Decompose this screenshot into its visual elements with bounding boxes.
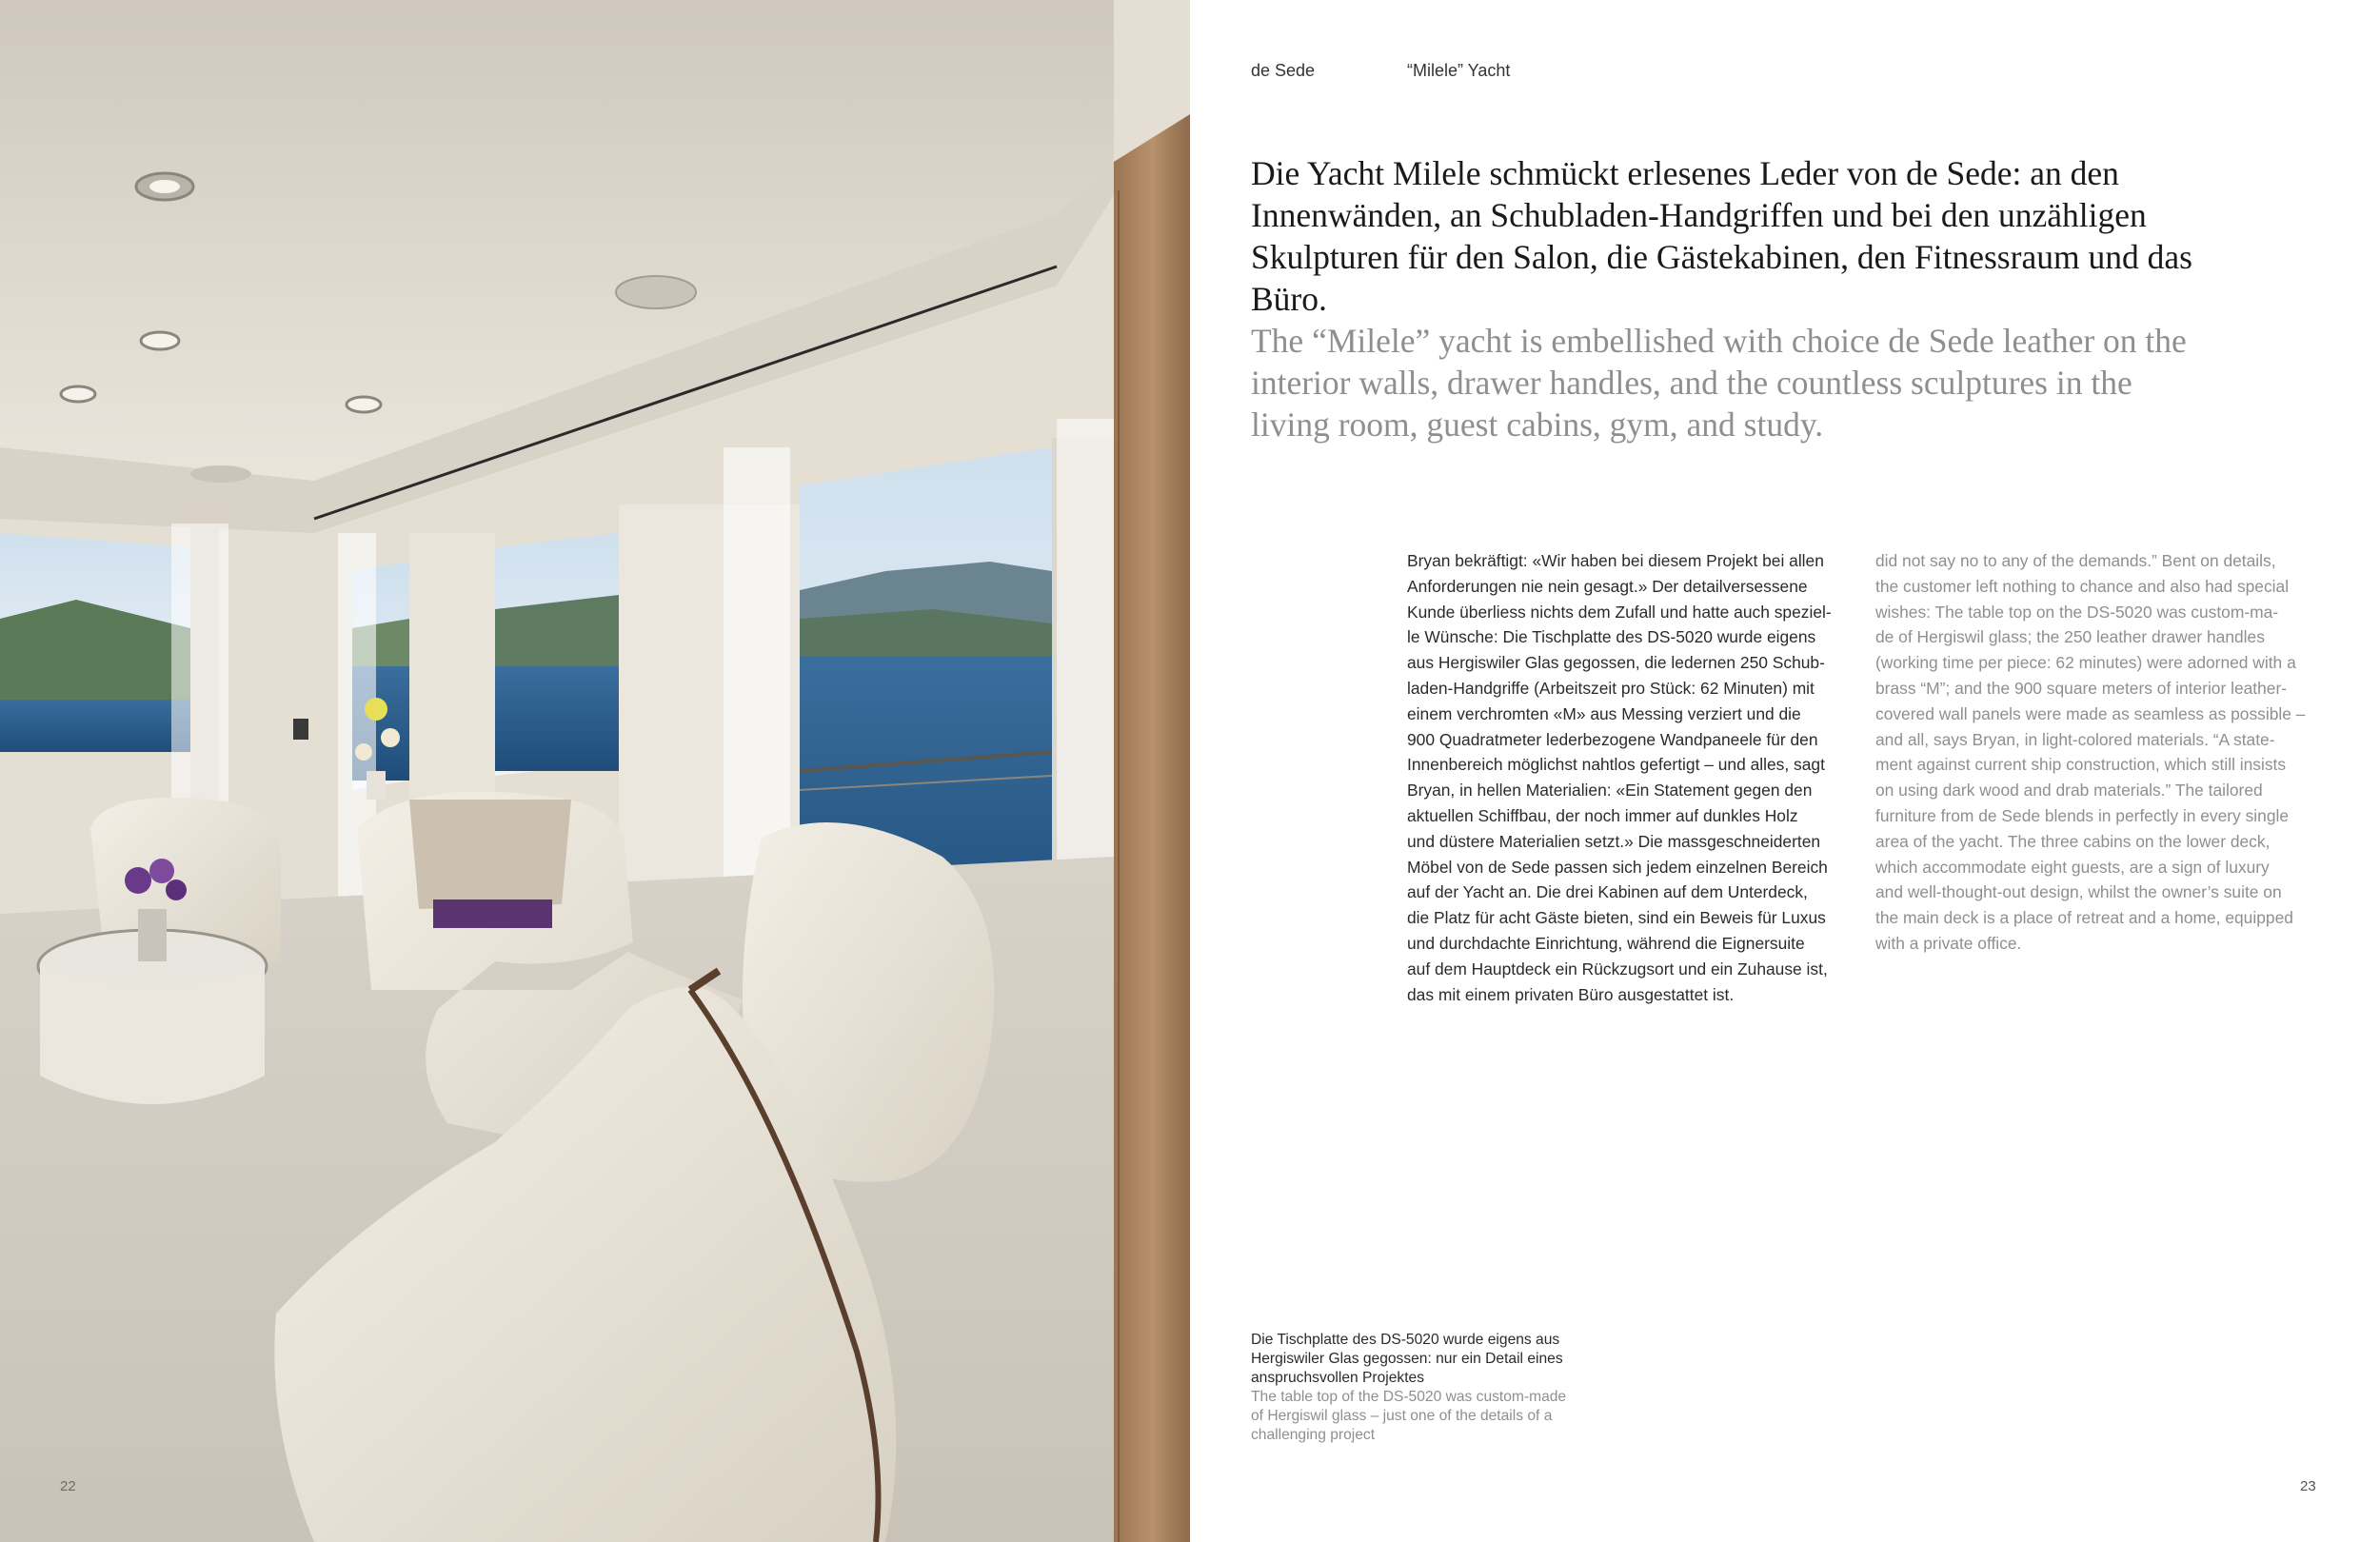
body-line-german: die Platz für acht Gäste bieten, sind ein Beweis für Luxus [1407,908,1826,928]
body-line-english: on using dark wood and drab materials.” The tailored [1875,781,2263,801]
running-header-brand: de Sede [1251,61,1316,80]
body-line-german: auf dem Hauptdeck ein Rückzugsort und ein Zuhause ist, [1407,959,1828,979]
body-line-german: laden-Handgriffe (Arbeitszeit pro Stück: 62 Minuten) mit [1407,678,1815,698]
body-line-english: covered wall panels were made as seamless as possible – [1875,703,2306,723]
body-line-german: aktuellen Schiffbau, der noch immer auf dunkles Holz [1407,805,1798,825]
body-line-english: the customer left nothing to chance and also had special [1875,576,2290,596]
running-header-title: “Milele” Yacht [1407,61,1511,80]
caption-english [1251,1388,1651,1445]
body-line-english: with a private office. [1875,933,2022,953]
body-line-english: and all, says Bryan, in light-colored materials. “A state- [1875,729,2275,749]
photo-caption [1251,1331,1651,1445]
caption-line-english: of Hergiswil glass – just one of the details of a [1251,1408,1553,1424]
body-line-english: (working time per piece: 62 minutes) were adorned with a [1875,653,2296,673]
body-line-german: Anforderungen nie nein gesagt.» Der detailversessene [1407,576,1808,596]
body-line-english: did not say no to any of the demands.” Bent on details, [1875,551,2276,570]
body-line-english: the main deck is a place of retreat and a home, equipped [1875,908,2293,928]
body-line-english: which accommodate eight guests, are a sign of luxury [1875,857,2270,877]
body-line-english: furniture from de Sede blends in perfectly in every single [1875,805,2290,825]
headline-german: Die Yacht Milele schmückt erlesenes Leder von de Sede: an den Innenwänden, an Schubladen-Handgriffen und bei den unzähligen Skulpturen für den Salon, die Gästekabinen, den Fitnessraum und das Büro. [1251,154,2192,318]
headline-english: The “Milele” yacht is embellished with choice de Sede leather on the interior walls, drawer handles, and the countless sculptures in the living room, guest cabins, gym, and study. [1251,322,2187,444]
body-line-english: ment against current ship construction, which still insists [1875,755,2287,775]
caption-german [1251,1331,1651,1388]
body-line-german: Möbel von de Sede passen sich jedem einzelnen Bereich [1407,857,1828,877]
caption-line-german: Die Tischplatte des DS-5020 wurde eigens aus [1251,1332,1560,1348]
body-line-english: brass “M”; and the 900 square meters of interior leather- [1875,678,2288,698]
headline [1251,152,2212,445]
body-line-german: 900 Quadratmeter lederbezogene Wandpaneele für den [1407,729,1818,749]
body-line-german: Bryan, in hellen Materialien: «Ein Statement gegen den [1407,781,1813,801]
caption-line-english: challenging project [1251,1427,1376,1443]
page-number-left: 22 [60,1478,76,1494]
body-line-german: Bryan bekräftigt: «Wir haben bei diesem Projekt bei allen [1407,551,1824,570]
body-text-german [1407,548,1854,1007]
body-line-english: wishes: The table top on the DS-5020 was custom-ma- [1875,602,2279,622]
body-line-german: aus Hergiswiler Glas gegossen, die ledernen 250 Schub- [1407,653,1825,673]
body-line-english: area of the yacht. The three cabins on the lower deck, [1875,831,2271,851]
body-text-english [1875,548,2329,957]
body-line-english: and well-thought-out design, whilst the owner’s suite on [1875,882,2282,902]
body-line-german: und durchdachte Einrichtung, während die Eignersuite [1407,933,1805,953]
body-line-german: auf der Yacht an. Die drei Kabinen auf dem Unterdeck, [1407,882,1808,902]
caption-line-german: anspruchsvollen Projektes [1251,1370,1425,1386]
caption-line-english: The table top of the DS-5020 was custom-made [1251,1389,1567,1405]
body-line-german: einem verchromten «M» aus Messing verziert und die [1407,703,1801,723]
body-line-german: Innenbereich möglichst nahtlos gefertigt – und alles, sagt [1407,755,1825,775]
caption-line-german: Hergiswiler Glas gegossen: nur ein Detail eines [1251,1351,1563,1367]
body-line-german: und düstere Materialien setzt.» Die massgeschneiderten [1407,831,1821,851]
page-number-right: 23 [2300,1478,2316,1494]
body-line-german: le Wünsche: Die Tischplatte des DS-5020 wurde eigens [1407,627,1816,647]
body-line-german: Kunde überliess nichts dem Zufall und hatte auch speziel- [1407,602,1832,622]
body-line-english: de of Hergiswil glass; the 250 leather drawer handles [1875,627,2265,647]
body-line-german: das mit einem privaten Büro ausgestattet ist. [1407,984,1735,1004]
